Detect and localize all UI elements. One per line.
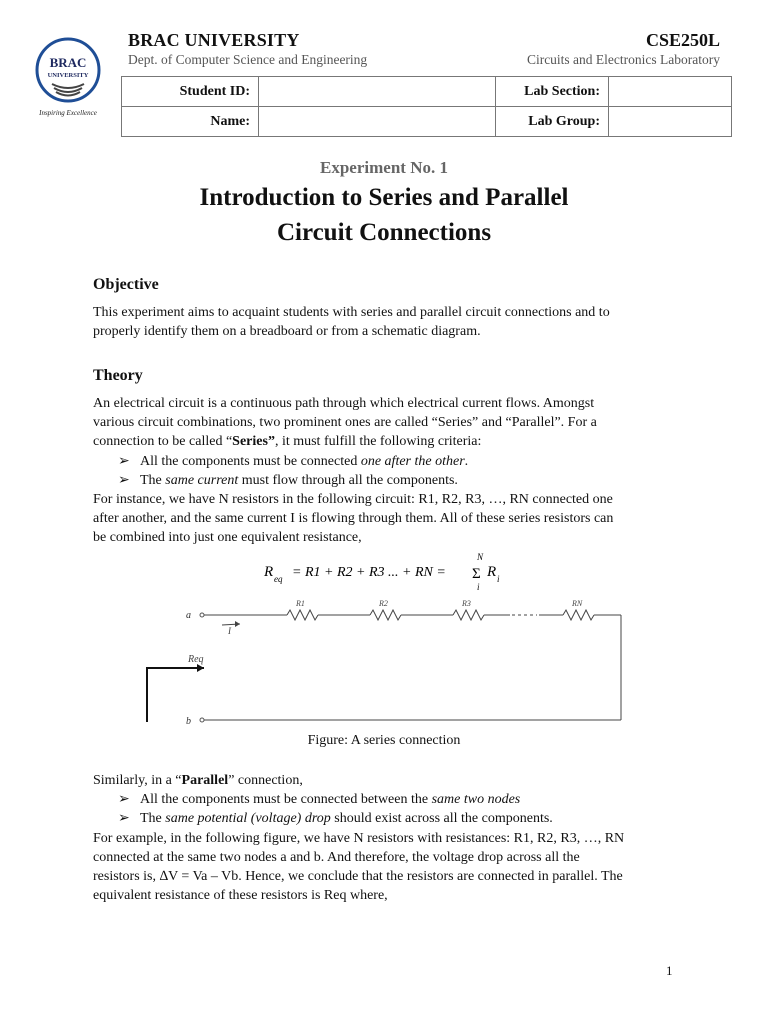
student-info-table <box>121 76 732 137</box>
parallel-criterion-1 <box>118 790 520 809</box>
arrow-bullet-icon: ➢ <box>118 454 130 469</box>
name-field[interactable] <box>259 107 496 137</box>
series-equation <box>262 548 522 594</box>
arrow-bullet-icon: ➢ <box>118 792 130 807</box>
equation-sum-upper: N <box>477 552 484 562</box>
series-criterion-1 <box>118 452 468 471</box>
parallel-term: Parallel <box>181 773 229 788</box>
title-line-2: Circuit Connections <box>276 219 492 246</box>
lab-section-label: Lab Section: <box>496 77 609 107</box>
resistor-1-label: R1 <box>296 599 305 608</box>
theory-heading: Theory <box>93 367 143 384</box>
logo-text-brac: BRAC <box>49 55 87 70</box>
theory-p1-line-2: various circuit combinations, two prominent ones are called “Series” and “Parallel”. For a <box>93 415 597 430</box>
series-criterion-2 <box>118 471 458 490</box>
lab-name: Circuits and Electronics Laboratory <box>526 52 720 67</box>
p1-line3-end: , it must fulfill the following criteria: <box>274 434 482 449</box>
department-name: Dept. of Computer Science and Engineering <box>128 52 368 67</box>
req-label: Req <box>188 654 204 665</box>
parallel-criterion-2-emph: same potential (voltage) drop <box>165 811 331 826</box>
theory-p2-line-3: be combined into just one equivalent resistance, <box>93 530 362 545</box>
theory-p4-line-3: resistors is, ∆V = Va – Vb. Hence, we conclude that the resistors are connected in parallel. The <box>93 869 623 884</box>
theory-p1-line-3 <box>93 432 673 451</box>
parallel-criterion-2 <box>118 809 553 828</box>
objective-line-2: properly identify them on a breadboard or from a schematic diagram. <box>93 324 481 339</box>
student-id-label: Student ID: <box>122 77 259 107</box>
lab-section-field[interactable] <box>609 77 732 107</box>
page-number: 1 <box>666 963 673 978</box>
logo-text-university: UNIVERSITY <box>47 72 89 79</box>
equation-sum-lower: i <box>477 582 480 592</box>
parallel-criterion-2-end: should exist across all the components. <box>330 811 553 826</box>
objective-text <box>93 303 673 341</box>
parallel-intro <box>93 771 673 790</box>
series-criterion-1-text: All the components must be connected <box>140 454 361 469</box>
parallel-criterion-1-emph: same two nodes <box>431 792 521 807</box>
sigma-icon: Σ <box>472 566 481 582</box>
objective-heading: Objective <box>93 276 159 293</box>
equation-sum-sub: i <box>497 574 500 584</box>
p1-line3-text: connection to be called “ <box>93 434 233 449</box>
theory-p1-line-1: An electrical circuit is a continuous path through which electrical current flows. Amongst <box>93 396 595 411</box>
theory-paragraph-2 <box>93 490 673 547</box>
lab-group-label: Lab Group: <box>496 107 609 137</box>
equation-lhs: R <box>264 564 274 580</box>
current-label: I <box>228 626 231 636</box>
theory-paragraph-4 <box>93 829 673 905</box>
node-b-label: b <box>186 716 191 726</box>
resistor-2-label: R2 <box>379 599 388 608</box>
objective-line-1: This experiment aims to acquaint students with series and parallel circuit connections and to <box>93 305 610 320</box>
logo-tagline: Inspiring Excellence <box>39 109 97 117</box>
node-a-label: a <box>186 610 191 621</box>
theory-p2-line-1: For instance, we have N resistors in the following circuit: R1, R2, R3, …, RN connected one <box>93 492 613 507</box>
parallel-intro-end: ” connection, <box>228 773 303 788</box>
p1-series-term: Series” <box>232 434 275 449</box>
equation-rhs: = R1 + R2 + R3 ... + RN = <box>292 565 446 580</box>
theory-paragraph-1 <box>93 394 673 451</box>
theory-p4-line-1: For example, in the following figure, we have N resistors with resistances: R1, R2, R3, …, RN <box>93 831 625 846</box>
equation-lhs-sub: eq <box>274 574 283 584</box>
series-criterion-1-end: . <box>464 454 469 469</box>
brac-logo-icon <box>22 36 116 122</box>
university-logo <box>22 36 116 122</box>
parallel-criterion-2-text: The <box>140 811 166 826</box>
resistor-n-label: RN <box>572 599 583 608</box>
lab-group-field[interactable] <box>609 107 732 137</box>
title-line-1: Introduction to Series and Parallel <box>199 184 569 211</box>
theory-p4-line-4: equivalent resistance of these resistors is Req where, <box>93 888 388 903</box>
name-label: Name: <box>122 107 259 137</box>
university-name: BRAC UNIVERSITY <box>128 30 300 50</box>
course-code: CSE250L <box>645 30 720 50</box>
parallel-intro-text: Similarly, in a “ <box>93 773 182 788</box>
experiment-title <box>0 180 768 250</box>
arrow-bullet-icon: ➢ <box>118 811 130 826</box>
theory-p4-line-2: connected at the same two nodes a and b. And therefore, the voltage drop across all the <box>93 850 580 865</box>
figure-caption: Figure: A series connection <box>307 733 461 748</box>
series-circuit-figure <box>140 596 630 726</box>
student-id-field[interactable] <box>259 77 496 107</box>
series-criterion-2-end: must flow through all the components. <box>238 473 458 488</box>
theory-p2-line-2: after another, and the same current I is flowing through them. All of these series resistors can <box>93 511 614 526</box>
arrow-bullet-icon: ➢ <box>118 473 130 488</box>
equation-sum-term: R <box>487 564 497 580</box>
resistor-3-label: R3 <box>462 599 471 608</box>
parallel-criterion-1-text: All the components must be connected between the <box>140 792 432 807</box>
series-criterion-2-text: The <box>140 473 166 488</box>
series-criterion-1-emph: one after the other <box>360 454 465 469</box>
series-criterion-2-emph: same current <box>165 473 239 488</box>
experiment-number: Experiment No. 1 <box>320 158 448 177</box>
